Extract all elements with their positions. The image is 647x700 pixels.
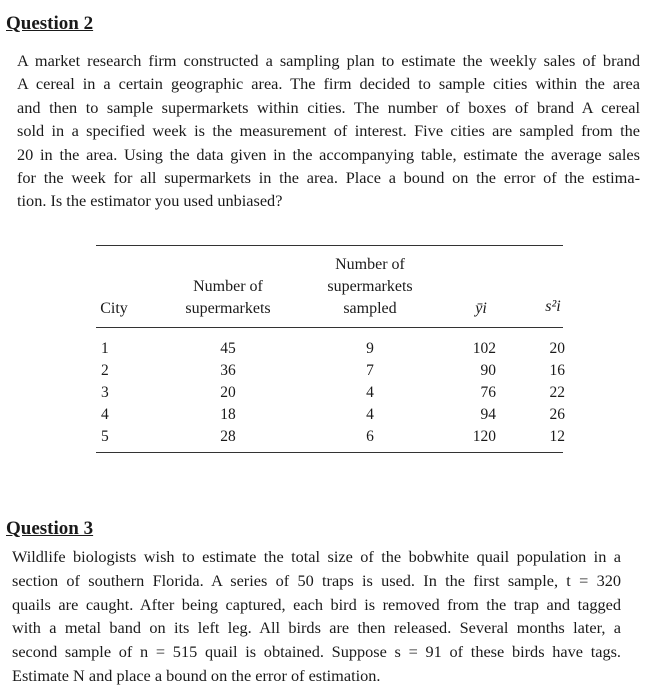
header-sampled	[310, 254, 430, 320]
cell-sampled: 9	[366, 340, 374, 357]
cell-ybar: 76	[480, 384, 496, 401]
cell-city: 5	[101, 428, 109, 445]
cell-ybar: 120	[472, 428, 496, 445]
question-3-title: Question 3	[6, 518, 94, 539]
cell-city: 4	[101, 406, 109, 423]
header-ybar: ȳi	[475, 300, 487, 317]
header-supermarkets-line: supermarkets	[185, 300, 271, 317]
q3-line: Wildlife biologists wish to estimate the total size of the bobwhite quail population in a	[12, 547, 621, 566]
q2-line: and then to sample supermarkets within cities. The number of boxes of brand A cereal	[17, 97, 640, 117]
cell-ybar: 94	[480, 406, 496, 423]
q3-line: Estimate N and place a bound on the error of estimation.	[12, 665, 381, 685]
cell-s2: 26	[549, 406, 565, 423]
q2-line: 20 in the area. Using the data given in the accompanying table, estimate the average sales	[17, 144, 640, 164]
cell-city: 1	[101, 340, 109, 357]
cell-ybar: 102	[472, 340, 496, 357]
cell-s2: 12	[549, 428, 565, 445]
cell-city: 2	[101, 362, 109, 379]
table-header-rule	[96, 327, 563, 328]
header-supermarkets	[168, 276, 288, 320]
cell-sampled: 4	[366, 384, 374, 401]
header-s2: s²i	[545, 298, 561, 315]
header-sampled-line: Number of	[335, 256, 405, 273]
cell-city: 3	[101, 384, 109, 401]
q3-line: quails are caught. After being captured, each bird is removed from the trap and tagged	[12, 594, 621, 614]
header-supermarkets-line: Number of	[193, 278, 263, 295]
cell-sampled: 6	[366, 428, 374, 445]
cell-supermarkets: 18	[220, 406, 236, 423]
question-3-text	[12, 545, 621, 688]
question-2-title: Question 2	[6, 13, 94, 34]
q2-line: for the week for all supermarkets in the area. Place a bound on the error of the estima-	[17, 168, 640, 188]
question-2-text	[17, 49, 640, 213]
cell-supermarkets: 28	[220, 428, 236, 445]
header-sampled-line: sampled	[343, 300, 397, 317]
q2-line: sold in a specified week is the measurement of interest. Five cities are sampled from the	[17, 121, 640, 141]
q3-line: with a metal band on its left leg. All birds are then released. Several months later, a	[12, 618, 621, 638]
q3-line: section of southern Florida. A series of 50 traps is used. In the first sample, t = 320	[12, 570, 621, 590]
cell-supermarkets: 45	[220, 340, 236, 357]
cell-supermarkets: 36	[220, 362, 236, 379]
cell-supermarkets: 20	[220, 384, 236, 401]
cell-sampled: 7	[366, 362, 374, 379]
cell-ybar: 90	[480, 362, 496, 379]
cell-s2: 20	[549, 340, 565, 357]
q3-line: second sample of n = 515 quail is obtained. Suppose s = 91 of these birds have tags.	[12, 642, 621, 662]
cell-s2: 22	[549, 384, 565, 401]
cell-s2: 16	[549, 362, 565, 379]
q2-line: A market research firm constructed a sampling plan to estimate the weekly sales of brand	[17, 51, 640, 70]
q2-line: A cereal in a certain geographic area. The firm decided to sample cities within the area	[17, 74, 640, 94]
q2-line: tion. Is the estimator you used unbiased?	[17, 191, 283, 211]
header-city: City	[100, 300, 128, 317]
table-bottom-rule	[96, 452, 563, 453]
header-sampled-line: supermarkets	[327, 278, 413, 295]
cell-sampled: 4	[366, 406, 374, 423]
table-top-rule	[96, 245, 563, 246]
